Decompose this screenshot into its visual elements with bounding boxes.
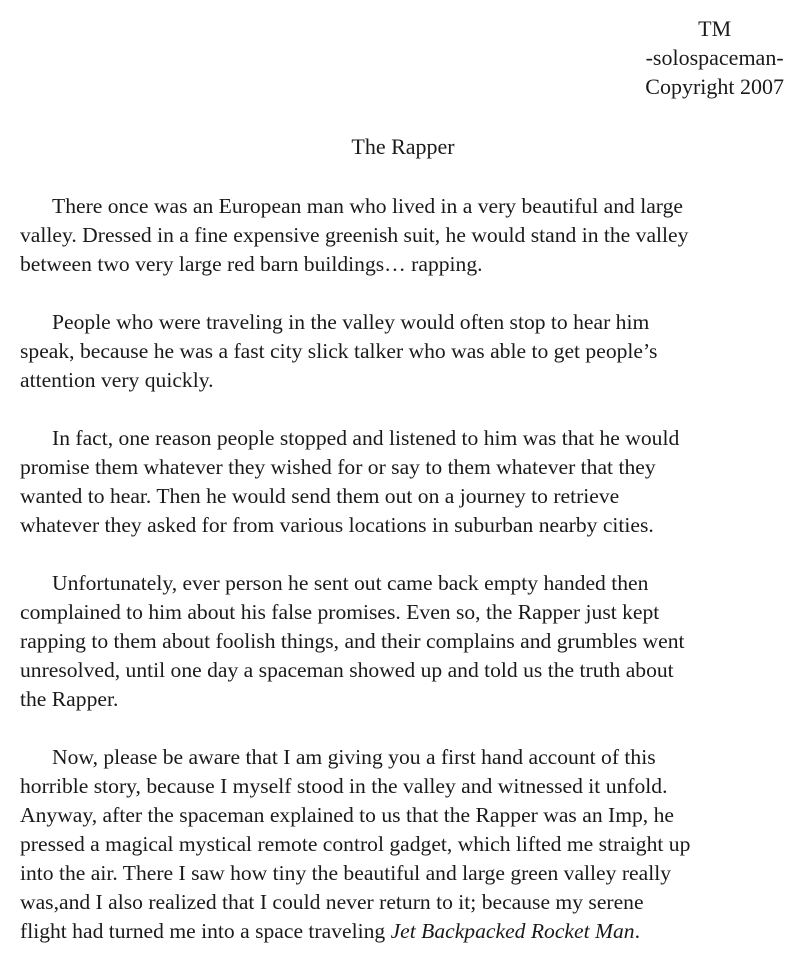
copyright-header [645, 14, 784, 101]
story-body [20, 192, 790, 975]
author-name: -solospaceman- [645, 45, 784, 70]
paragraph-line: Unfortunately, ever person he sent out came back empty handed then [52, 571, 649, 595]
paragraph-line: speak, because he was a fast city slick talker who was able to get people’s [20, 339, 658, 363]
paragraph-line: unresolved, until one day a spaceman showed up and told us the truth about [20, 658, 674, 682]
paragraph-line: Anyway, after the spaceman explained to us that the Rapper was an Imp, he [20, 803, 674, 827]
paragraph-line: horrible story, because I myself stood in the valley and witnessed it unfold. [20, 774, 668, 798]
paragraph-2 [20, 308, 790, 395]
last-line-period: . [634, 919, 640, 943]
trademark-mark: TM [698, 16, 732, 41]
last-line-text: flight had turned me into a space traveling [20, 919, 391, 943]
paragraph-line: attention very quickly. [20, 368, 214, 392]
paragraph-line: into the air. There I saw how tiny the beautiful and large green valley really [20, 861, 671, 885]
paragraph-line: whatever they asked for from various locations in suburban nearby cities. [20, 513, 654, 537]
paragraph-5 [20, 743, 790, 946]
rocket-man-emphasis: Jet Backpacked Rocket Man [390, 919, 635, 943]
paragraph-line: complained to him about his false promises. Even so, the Rapper just kept [20, 600, 660, 624]
story-title: The Rapper [351, 134, 455, 159]
paragraph-last-line [20, 917, 790, 946]
paragraph-line: People who were traveling in the valley would often stop to hear him [52, 310, 650, 334]
paragraph-1 [20, 192, 790, 279]
paragraph-4 [20, 569, 790, 714]
paragraph-line: pressed a magical mystical remote control gadget, which lifted me straight up [20, 832, 691, 856]
paragraph-line: between two very large red barn buildings… rapping. [20, 252, 483, 276]
paragraph-line: Now, please be aware that I am giving you a first hand account of this [52, 745, 656, 769]
paragraph-line: was,and I also realized that I could never return to it; because my serene [20, 890, 644, 914]
paragraph-line: wanted to hear. Then he would send them out on a journey to retrieve [20, 484, 620, 508]
paragraph-line: promise them whatever they wished for or say to them whatever that they [20, 455, 656, 479]
paragraph-line: In fact, one reason people stopped and listened to him was that he would [52, 426, 680, 450]
paragraph-3 [20, 424, 790, 540]
paragraph-line: the Rapper. [20, 687, 119, 711]
paragraph-line: There once was an European man who lived in a very beautiful and large [52, 194, 683, 218]
paragraph-line: valley. Dressed in a fine expensive greenish suit, he would stand in the valley [20, 223, 689, 247]
copyright-notice: Copyright 2007 [645, 74, 784, 99]
paragraph-line: rapping to them about foolish things, and their complains and grumbles went [20, 629, 685, 653]
